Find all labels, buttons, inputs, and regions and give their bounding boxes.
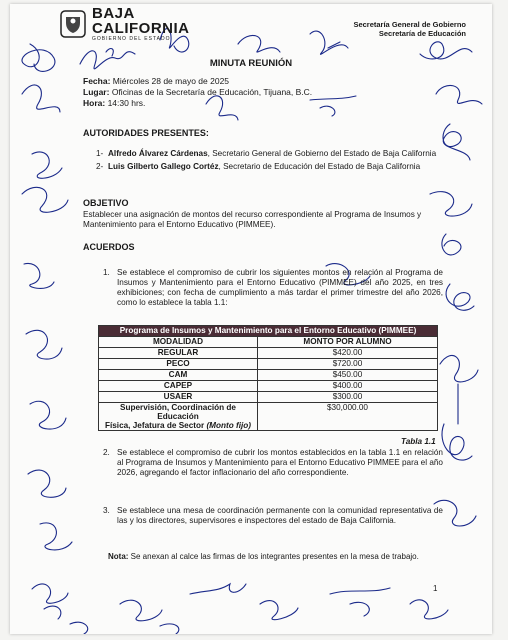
- table-row: [99, 392, 438, 403]
- table-row: [99, 370, 438, 381]
- brand-subtitle: GOBIERNO DEL ESTADO: [92, 36, 171, 42]
- authority-item: [96, 149, 446, 159]
- authority-item: [96, 162, 446, 172]
- cell-modalidad: REGULAR: [99, 348, 258, 359]
- table-row: [99, 348, 438, 359]
- cell-monto: $30,000.00: [258, 403, 438, 431]
- authority-number: 2-: [96, 162, 104, 171]
- agreement-item-1: [103, 268, 443, 308]
- meeting-meta: [83, 76, 312, 109]
- cell-modalidad: CAPEP: [99, 381, 258, 392]
- document-page: [10, 4, 492, 634]
- cell-monto: $720.00: [258, 359, 438, 370]
- lugar-value: Oficinas de la Secretaría de Educación, Tijuana, B.C.: [111, 87, 313, 97]
- lugar-label: Lugar:: [83, 87, 110, 97]
- table-title: Programa de Insumos y Mantenimiento para el Entorno Educativo (PIMMEE): [99, 326, 438, 337]
- objective-heading: OBJETIVO: [83, 198, 129, 208]
- objective-text: Establecer una asignación de montos del recurso correspondiente al Programa de Insumos y Mantenimiento para el Entorno Educativo (PIMMEE).: [83, 210, 422, 229]
- cell-modalidad: PECO: [99, 359, 258, 370]
- authority-name: Luis Gilberto Gallego Cortéz: [108, 162, 219, 171]
- authority-number: 1-: [96, 149, 104, 158]
- agreement-number: 3.: [103, 506, 110, 515]
- modalidad-line-2: Física, Jefatura de Sector: [104, 421, 207, 430]
- fecha-label: Fecha:: [83, 76, 111, 86]
- brand-line-1: BAJA: [92, 5, 135, 22]
- agreement-text: Se establece el compromiso de cubrir los siguientes montos en relación al Programa de Insumos y Mantenimiento para el Entorno Educativo (PIMMEE) del año 2025, en tres exhibiciones; con fecha de cumplimiento a más tardar el primer trimestre del año 2026, como lo establece la tabla 1.1:: [117, 268, 443, 307]
- department-line-2: Secretaría de Educación: [378, 29, 466, 38]
- state-seal-icon: [58, 9, 88, 39]
- table-row: [99, 381, 438, 392]
- column-header-modalidad: MODALIDAD: [99, 337, 258, 348]
- signature-note: [108, 552, 419, 561]
- agreement-text: Se establece una mesa de coordinación permanente con la comunidad representativa de las y los directores, supervisores e inspectores del estado de Baja California.: [117, 506, 443, 525]
- table-caption: Tabla 1.1: [401, 437, 436, 446]
- agreements-heading: ACUERDOS: [83, 242, 135, 252]
- authority-role: , Secretario de Educación del Estado de Baja California: [218, 162, 421, 171]
- note-label: Nota:: [108, 552, 129, 561]
- fecha-value: Miércoles 28 de mayo de 2025: [112, 76, 230, 86]
- agreement-number: 2.: [103, 448, 110, 457]
- cell-monto: $420.00: [258, 348, 438, 359]
- authority-name: Alfredo Álvarez Cárdenas: [108, 149, 208, 158]
- hora-label: Hora:: [83, 98, 106, 108]
- note-text: Se anexan al calce las firmas de los integrantes presentes en la mesa de trabajo.: [128, 552, 419, 561]
- authority-role: , Secretario General de Gobierno del Estado de Baja California: [207, 149, 437, 158]
- hora-value: 14:30 hrs.: [107, 98, 146, 108]
- page-number: 1: [433, 584, 438, 593]
- agreement-text: Se establece el compromiso de cubrir los montos establecidos en la tabla 1.1 en relación al Programa de Insumos y Mantenimiento para el Entorno Educativo PIMMEE para el año 2026, agregando el factor inflacionario del año correspondiente.: [117, 448, 443, 477]
- authorities-heading: AUTORIDADES PRESENTES:: [83, 128, 209, 138]
- column-header-monto: MONTO POR ALUMNO: [258, 337, 438, 348]
- state-logo: [58, 6, 190, 42]
- modalidad-line-1: Supervisión, Coordinación de Educación: [119, 403, 236, 421]
- cell-modalidad: USAER: [99, 392, 258, 403]
- table-row: [99, 403, 438, 431]
- agreement-item-2: [103, 448, 443, 478]
- authorities-list: [96, 149, 446, 175]
- cell-monto: $400.00: [258, 381, 438, 392]
- modalidad-note: (Monto fijo): [206, 421, 252, 430]
- agreement-item-3: [103, 506, 443, 526]
- agreement-number: 1.: [103, 268, 110, 277]
- cell-modalidad: [99, 403, 258, 431]
- document-title: MINUTA REUNIÓN: [209, 58, 293, 69]
- cell-monto: $450.00: [258, 370, 438, 381]
- department-line-1: Secretaría General de Gobierno: [353, 20, 466, 29]
- table-row: [99, 359, 438, 370]
- brand-line-2: CALIFORNIA: [92, 20, 190, 37]
- pimmee-table: [98, 325, 438, 431]
- department-header: [353, 20, 466, 38]
- cell-monto: $300.00: [258, 392, 438, 403]
- cell-modalidad: CAM: [99, 370, 258, 381]
